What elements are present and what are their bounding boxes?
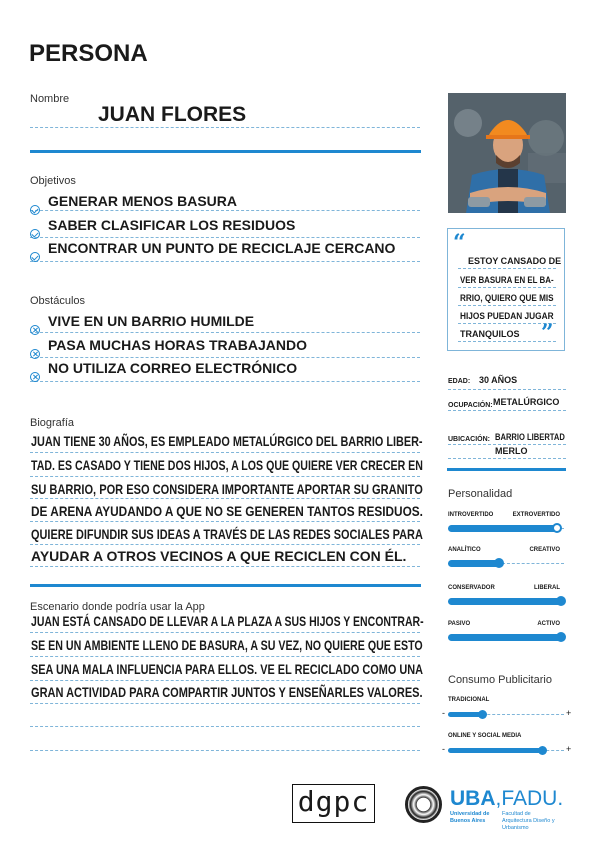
obstaculo-item: NO UTILIZA CORREO ELECTRÓNICO bbox=[48, 360, 298, 376]
scale-knob[interactable] bbox=[556, 632, 566, 642]
divider bbox=[30, 656, 420, 657]
divider bbox=[30, 127, 420, 128]
section-divider bbox=[447, 468, 566, 471]
obstaculos-label: Obstáculos bbox=[30, 295, 86, 307]
ocupacion-value: METALÚRGICO bbox=[493, 397, 560, 407]
ocupacion-label: OCUPACIÓN: bbox=[448, 402, 493, 409]
scale-right-label: ACTIVO bbox=[537, 621, 560, 627]
scale-knob[interactable] bbox=[478, 710, 487, 719]
check-icon bbox=[30, 205, 40, 215]
objetivo-item: SABER CLASIFICAR LOS RESIDUOS bbox=[48, 217, 296, 233]
scale-fill bbox=[448, 560, 500, 567]
bio-line: AYUDAR A OTROS VECINOS A QUE RECICLEN CON ÉL. bbox=[31, 548, 407, 564]
quote-open-icon: “ bbox=[453, 230, 466, 256]
x-circle-icon bbox=[30, 349, 40, 359]
divider bbox=[30, 498, 420, 499]
divider bbox=[30, 452, 420, 453]
page-title: PERSONA bbox=[29, 40, 148, 67]
escenario-line: JUAN ESTÁ CANSADO DE LLEVAR A LA PLAZA A SUS HIJOS Y ENCONTRAR- bbox=[31, 613, 424, 629]
quote-line: ESTOY CANSADO DE bbox=[468, 256, 562, 266]
divider bbox=[448, 458, 566, 459]
scale-fill bbox=[448, 525, 558, 532]
quote-close-icon: ” bbox=[541, 320, 554, 346]
scale-fill bbox=[448, 598, 562, 605]
minus-icon: - bbox=[442, 744, 445, 754]
bio-line: TAD. ES CASADO Y TIENE DOS HIJOS, A LOS QUE QUIERE VER CRECER EN bbox=[31, 457, 423, 473]
section-divider bbox=[30, 584, 421, 587]
objetivo-item: ENCONTRAR UN PUNTO DE RECICLAJE CERCANO bbox=[48, 240, 396, 256]
divider bbox=[30, 566, 420, 567]
name-label: Nombre bbox=[30, 93, 70, 105]
ubicacion-value: MERLO bbox=[495, 446, 528, 456]
uba-text: UBA bbox=[450, 787, 496, 810]
divider bbox=[30, 237, 420, 238]
section-divider bbox=[30, 150, 421, 153]
divider bbox=[448, 410, 566, 411]
bio-line: QUIERE DIFUNDIR SUS IDEAS A TRAVÉS DE LAS REDES SOCIALES PARA bbox=[31, 526, 423, 542]
scale-knob[interactable] bbox=[552, 523, 562, 533]
personalidad-label: Personalidad bbox=[448, 488, 513, 500]
escenario-line: SEA UNA MALA INFLUENCIA PARA ELLOS. VE EL RECICLADO COMO UNA bbox=[31, 661, 424, 677]
consumo-scale-label: ONLINE Y SOCIAL MEDIA bbox=[448, 733, 522, 739]
divider bbox=[30, 476, 420, 477]
bio-line: SU BARRIO, POR ESO CONSIDERA IMPORTANTE APORTAR SU GRANITO bbox=[31, 481, 423, 497]
ubicacion-value: BARRIO LIBERTAD bbox=[495, 432, 565, 442]
quote-line: TRANQUILOS bbox=[460, 329, 520, 339]
dgpc-logo-text: dgpc bbox=[297, 785, 370, 818]
x-circle-icon bbox=[30, 372, 40, 382]
divider bbox=[30, 632, 420, 633]
quote-line: HIJOS PUEDAN JUGAR bbox=[460, 311, 554, 321]
objetivos-label: Objetivos bbox=[30, 175, 76, 187]
divider bbox=[30, 261, 420, 262]
divider bbox=[30, 726, 420, 727]
uba-seal bbox=[405, 786, 442, 823]
divider bbox=[448, 389, 566, 390]
scale-knob[interactable] bbox=[494, 558, 504, 568]
scale-fill bbox=[448, 634, 562, 641]
scale-left-label: CONSERVADOR bbox=[448, 585, 495, 591]
scale-knob[interactable] bbox=[556, 596, 566, 606]
divider bbox=[448, 444, 566, 445]
bio-line: JUAN TIENE 30 AÑOS, ES EMPLEADO METALÚRGICO DEL BARRIO LIBER- bbox=[31, 433, 423, 449]
divider bbox=[30, 381, 420, 382]
divider bbox=[30, 332, 420, 333]
divider bbox=[30, 210, 420, 211]
fadu-text: ,FADU. bbox=[495, 787, 564, 810]
divider bbox=[30, 750, 420, 751]
consumo-scale-label: TRADICIONAL bbox=[448, 697, 490, 703]
scale-left-label: ANALÍTICO bbox=[448, 547, 481, 553]
divider bbox=[30, 680, 420, 681]
uba-fadu-logo bbox=[450, 787, 563, 811]
persona-name: JUAN FLORES bbox=[98, 103, 247, 126]
divider bbox=[458, 287, 556, 288]
persona-photo bbox=[448, 93, 566, 213]
divider bbox=[30, 357, 420, 358]
check-icon bbox=[30, 229, 40, 239]
check-icon bbox=[30, 252, 40, 262]
escenario-label: Escenario donde podría usar la App bbox=[30, 601, 205, 613]
minus-icon: - bbox=[442, 708, 445, 718]
divider bbox=[458, 305, 556, 306]
escenario-line: SE EN UN AMBIENTE LLENO DE BASURA, A SU VEZ, NO QUIERE QUE ESTO bbox=[31, 637, 423, 653]
fadu-subtext: Facultad de Arquitectura Diseño y Urbanismo bbox=[502, 811, 555, 831]
scale-fill bbox=[448, 748, 543, 753]
edad-value: 30 AÑOS bbox=[479, 375, 518, 385]
divider bbox=[30, 703, 420, 704]
x-circle-icon bbox=[30, 325, 40, 335]
ubicacion-label: UBICACIÓN: bbox=[448, 436, 490, 443]
bio-line: DE ARENA AYUDANDO A QUE NO SE GENEREN TANTOS RESIDUOS. bbox=[31, 503, 423, 519]
biografia-label: Biografía bbox=[30, 417, 75, 429]
divider bbox=[458, 268, 556, 269]
scale-left-label: PASIVO bbox=[448, 621, 471, 627]
dgpc-logo bbox=[292, 784, 375, 823]
plus-icon: + bbox=[566, 744, 572, 754]
plus-icon: + bbox=[566, 708, 572, 718]
escenario-line: GRAN ACTIVIDAD PARA COMPARTIR JUNTOS Y ENSEÑARLES VALORES. bbox=[31, 684, 423, 700]
consumo-label: Consumo Publicitario bbox=[448, 674, 552, 686]
edad-label: EDAD: bbox=[448, 378, 471, 385]
objetivo-item: GENERAR MENOS BASURA bbox=[48, 193, 238, 209]
obstaculo-item: PASA MUCHAS HORAS TRABAJANDO bbox=[48, 337, 308, 353]
scale-right-label: CREATIVO bbox=[529, 547, 560, 553]
divider bbox=[30, 521, 420, 522]
scale-knob[interactable] bbox=[538, 746, 547, 755]
quote-line: RRIO, QUIERO QUE MIS bbox=[460, 293, 554, 303]
uba-subtext: Universidad de Buenos Aires bbox=[450, 811, 490, 824]
quote-line: VER BASURA EN EL BA- bbox=[460, 275, 554, 285]
scale-right-label: LIBERAL bbox=[534, 585, 560, 591]
scale-left-label: INTROVERTIDO bbox=[448, 512, 494, 518]
divider bbox=[30, 544, 420, 545]
obstaculo-item: VIVE EN UN BARRIO HUMILDE bbox=[48, 313, 255, 329]
scale-right-label: EXTROVERTIDO bbox=[512, 512, 560, 518]
